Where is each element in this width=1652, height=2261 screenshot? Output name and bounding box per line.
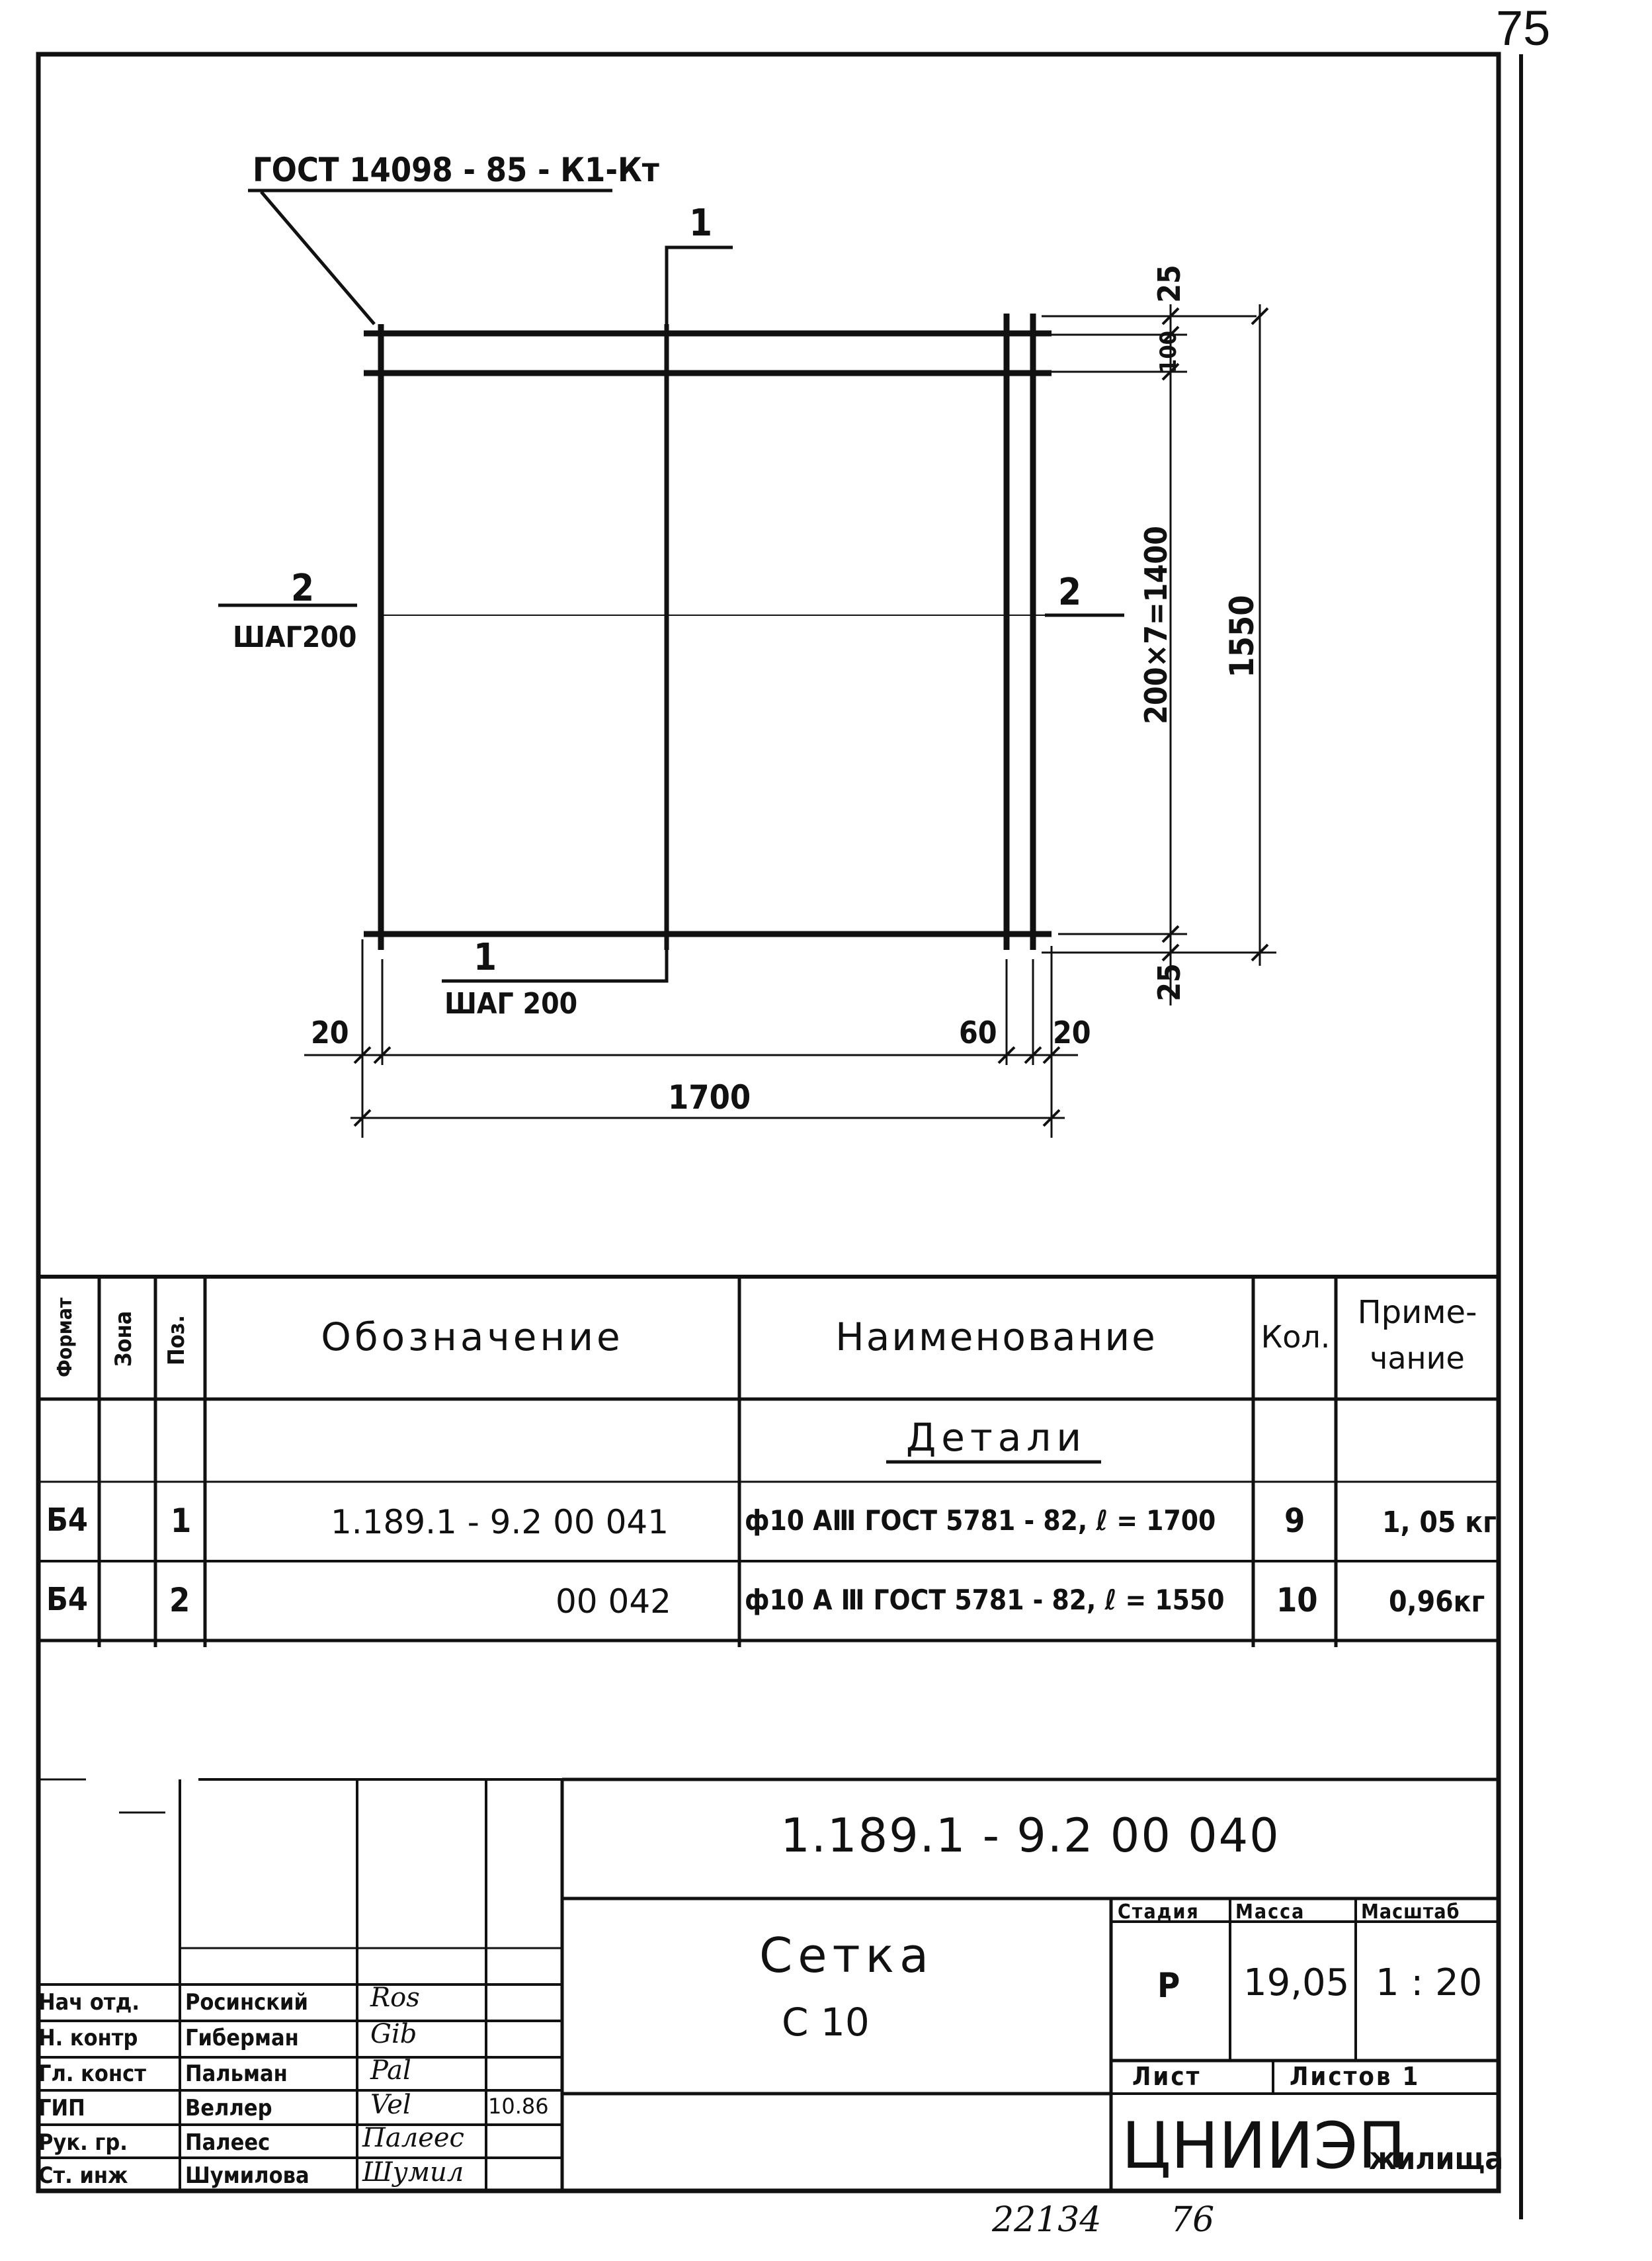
signature-3: Pal bbox=[370, 2055, 411, 2086]
row2-designation: 00 042 bbox=[556, 1582, 671, 1621]
mass-label: Масса bbox=[1235, 1900, 1305, 1924]
dim-60: 60 bbox=[959, 1015, 997, 1050]
sheets-label: Листов 1 bbox=[1290, 2062, 1421, 2091]
row1-format: Б4 bbox=[46, 1502, 88, 1539]
pos1-step: ШАГ 200 bbox=[444, 987, 578, 1021]
org-suffix: жилища bbox=[1369, 2141, 1504, 2176]
role-4: ГИП bbox=[38, 2095, 85, 2121]
section2-label: 2 bbox=[1058, 571, 1082, 614]
section1-label: 1 bbox=[689, 202, 713, 245]
row1-name: ф10 АⅢ ГОСТ 5781 - 82, ℓ = 1700 bbox=[745, 1504, 1216, 1537]
org-main: ЦНИИЭП bbox=[1122, 2109, 1406, 2183]
dim-right-20: 20 bbox=[1053, 1015, 1091, 1050]
header-designation: Обозначение bbox=[321, 1314, 624, 1359]
role-5: Рук. гр. bbox=[38, 2129, 128, 2156]
dim-100: 100 bbox=[1155, 331, 1182, 373]
section1-marker bbox=[667, 247, 733, 324]
role-3: Гл. конст bbox=[38, 2061, 146, 2087]
title-line1: Сетка bbox=[759, 1928, 934, 1983]
mass-value: 19,05 bbox=[1243, 1961, 1350, 2004]
person-3: Пальман bbox=[185, 2061, 288, 2087]
section-title: Детали bbox=[905, 1415, 1087, 1460]
header-pos: Поз. bbox=[163, 1314, 190, 1366]
header-name: Наименование bbox=[835, 1314, 1157, 1359]
weld-note: ГОСТ 14098 - 85 - К1-Кт bbox=[253, 151, 659, 189]
dim-top-25: 25 bbox=[1151, 265, 1187, 303]
row2-format: Б4 bbox=[46, 1581, 88, 1618]
signature-4: Vel bbox=[370, 2090, 411, 2120]
dim-bottom-25: 25 bbox=[1151, 963, 1187, 1002]
scale-label: Масштаб bbox=[1361, 1900, 1460, 1924]
row2-pos: 2 bbox=[169, 1581, 190, 1619]
pos2-step: ШАГ200 bbox=[233, 620, 357, 654]
person-2: Гиберман bbox=[185, 2025, 299, 2051]
signature-2: Gib bbox=[370, 2019, 417, 2049]
dim-1550: 1550 bbox=[1223, 595, 1261, 678]
person-5: Палеес bbox=[185, 2129, 270, 2156]
row1-designation: 1.189.1 - 9.2 00 041 bbox=[331, 1503, 669, 1541]
header-qty: Кол. bbox=[1260, 1319, 1331, 1355]
header-zone: Зона bbox=[110, 1310, 137, 1367]
pos1-label: 1 bbox=[474, 936, 497, 979]
person-1: Росинский bbox=[185, 1989, 308, 2016]
inventory-number: 22134 bbox=[992, 2200, 1102, 2240]
dim-1700: 1700 bbox=[668, 1078, 751, 1117]
dim-1400: 200×7=1400 bbox=[1138, 526, 1174, 724]
document-code: 1.189.1 - 9.2 00 040 bbox=[780, 1809, 1280, 1863]
header-note-line2: чание bbox=[1370, 1340, 1465, 1376]
signature-6: Шумил bbox=[362, 2157, 464, 2188]
title-line2: С 10 bbox=[782, 2000, 870, 2045]
row1-qty: 9 bbox=[1284, 1502, 1305, 1540]
sheet-number: 75 bbox=[1496, 1, 1551, 56]
row2-note: 0,96кг bbox=[1389, 1585, 1485, 1619]
role-6: Ст. инж bbox=[38, 2162, 128, 2189]
row1-pos: 1 bbox=[171, 1502, 192, 1540]
row2-name: ф10 А Ⅲ ГОСТ 5781 - 82, ℓ = 1550 bbox=[745, 1584, 1225, 1616]
signature-5: Палеес bbox=[362, 2123, 464, 2153]
stage-value: Р bbox=[1157, 1966, 1180, 2006]
row2-qty: 10 bbox=[1276, 1581, 1318, 1619]
dim-left-20: 20 bbox=[311, 1015, 349, 1050]
sheet-label: Лист bbox=[1132, 2062, 1202, 2091]
approval-date: 10.86 bbox=[488, 2094, 549, 2119]
pos2-label: 2 bbox=[291, 567, 315, 610]
role-2: Н. контр bbox=[38, 2025, 138, 2051]
person-6: Шумилова bbox=[185, 2162, 310, 2189]
row1-note: 1, 05 кг bbox=[1382, 1506, 1497, 1539]
person-4: Веллер bbox=[185, 2095, 272, 2121]
role-1: Нач отд. bbox=[38, 1989, 140, 2016]
copy-number: 76 bbox=[1171, 2200, 1215, 2240]
header-format: Формат bbox=[54, 1297, 77, 1377]
scale-value: 1 : 20 bbox=[1376, 1961, 1483, 2004]
stage-label: Стадия bbox=[1118, 1900, 1200, 1924]
weld-leader bbox=[261, 192, 374, 324]
signature-1: Ros bbox=[370, 1983, 420, 2013]
header-note-line1: Приме- bbox=[1357, 1294, 1477, 1331]
